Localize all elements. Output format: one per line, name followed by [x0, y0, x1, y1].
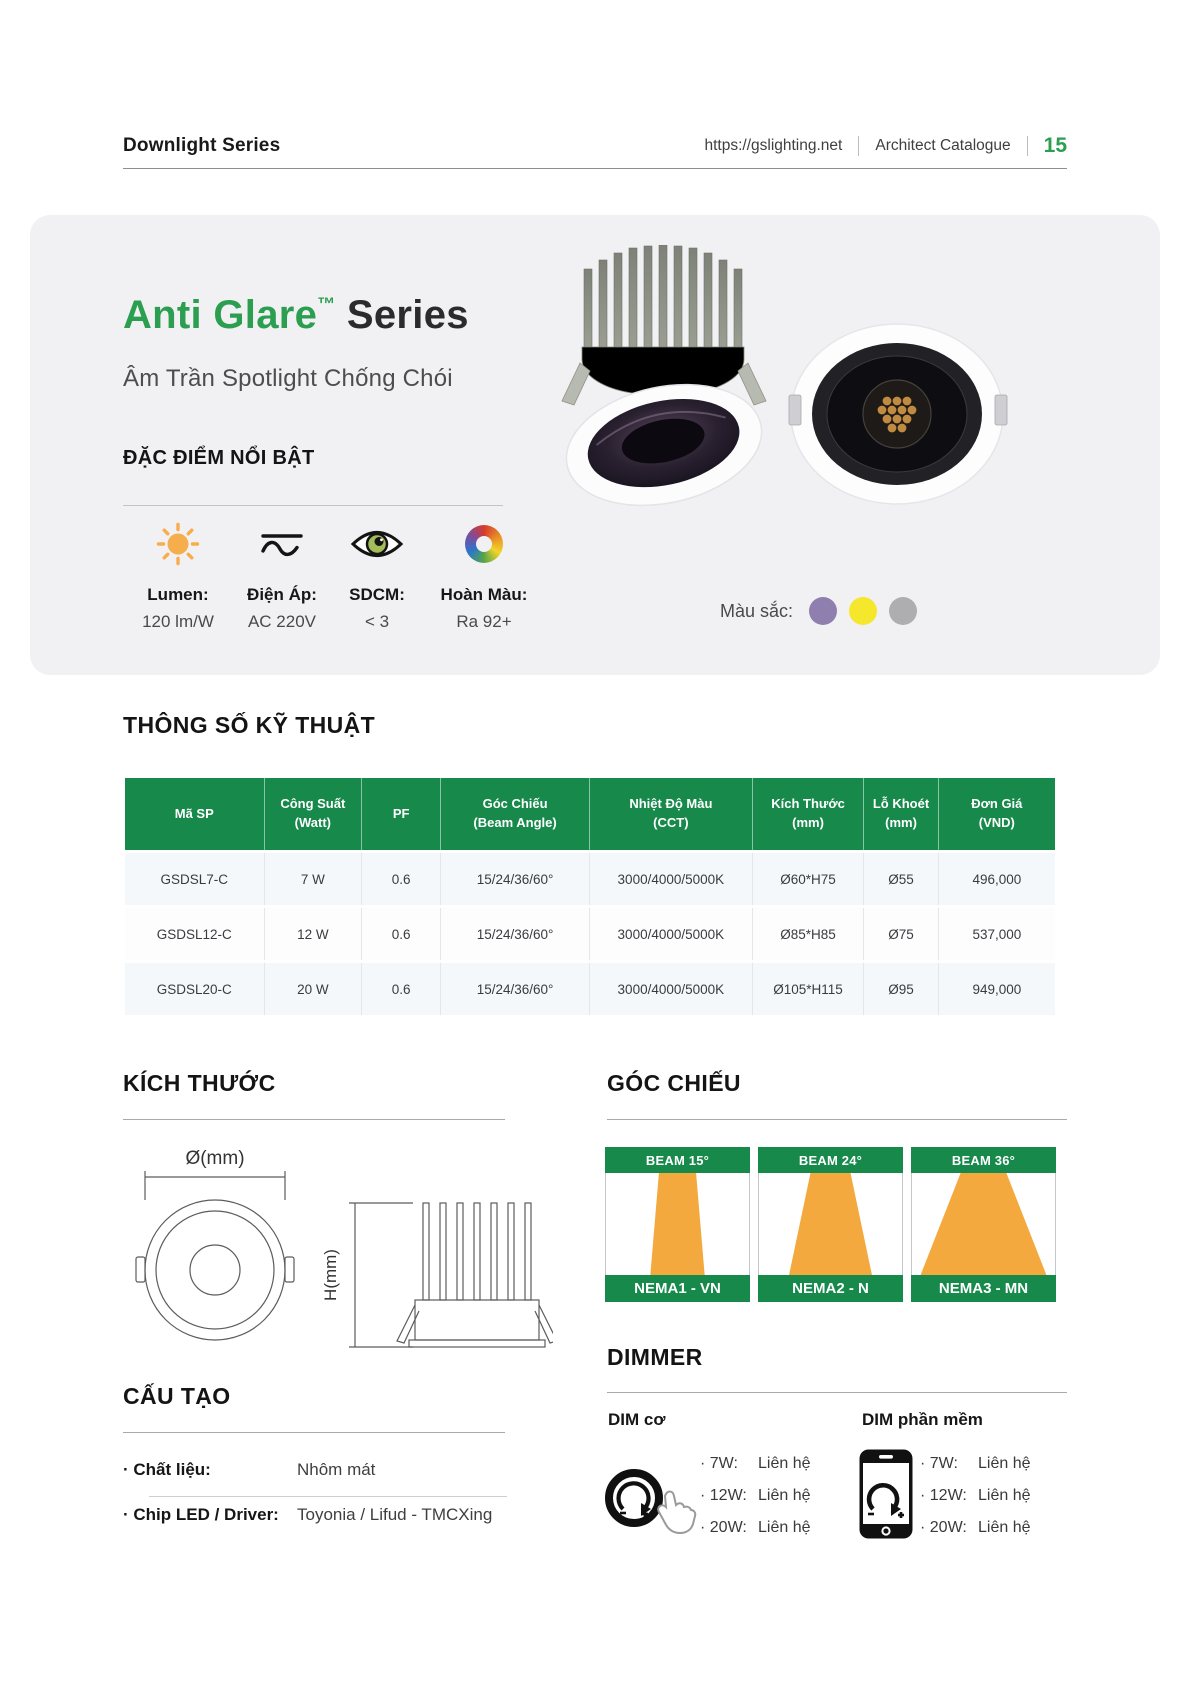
beam-divider	[607, 1119, 1067, 1120]
specs-cell: 3000/4000/5000K	[590, 908, 753, 960]
hero-subtitle: Âm Trần Spotlight Chống Chói	[123, 365, 453, 392]
specs-cell: GSDSL7-C	[125, 853, 265, 905]
feature-label: Điện Áp:	[247, 585, 317, 604]
structure-value: Toyonia / Lifud - TMCXing	[297, 1505, 493, 1524]
color-swatches-label: Màu sắc:	[720, 600, 794, 621]
specs-cell: Ø75	[864, 908, 938, 960]
dimensions-drawing	[123, 1150, 553, 1355]
hero-title-green: Anti Glare	[123, 293, 318, 337]
color-wheel-icon	[465, 525, 503, 563]
beam-card-header: BEAM 15°	[605, 1147, 750, 1173]
dim-item: · 7W: Liên hệ	[920, 1455, 1031, 1472]
specs-row	[125, 908, 1055, 960]
dim-item: · 12W: Liên hệ	[700, 1487, 811, 1504]
page-number: 15	[1043, 134, 1067, 157]
beam-card-footer: NEMA2 - N	[758, 1275, 903, 1302]
hand-pointer-icon	[658, 1492, 695, 1534]
header-divider	[858, 136, 859, 156]
beam-shape	[759, 1173, 902, 1275]
specs-cell: GSDSL20-C	[125, 963, 265, 1015]
header-divider	[1027, 136, 1028, 156]
beam-card-body	[758, 1173, 903, 1275]
product-photo-side	[550, 245, 778, 537]
sun-icon	[154, 520, 202, 568]
specs-cell: Ø85*H85	[753, 908, 865, 960]
dim-item: · 12W: Liên hệ	[920, 1487, 1031, 1504]
dim-item: · 7W: Liên hệ	[700, 1455, 811, 1472]
structure-label: · Chất liệu:	[123, 1460, 211, 1479]
beam-shape	[606, 1173, 749, 1275]
specs-cell: 7 W	[265, 853, 363, 905]
feature-sdcm	[332, 521, 422, 632]
dial-icon	[602, 1462, 702, 1536]
beam-card-body	[911, 1173, 1056, 1275]
structure-label: · Chip LED / Driver:	[123, 1505, 279, 1524]
specs-row	[125, 963, 1055, 1015]
hero-card	[30, 215, 1160, 675]
specs-cell: 15/24/36/60°	[441, 963, 590, 1015]
site-url[interactable]: https://gslighting.net	[704, 137, 843, 154]
height-label: H(mm)	[321, 1249, 340, 1301]
eye-icon	[349, 525, 405, 563]
specs-cell: 3000/4000/5000K	[590, 853, 753, 905]
color-swatch-yellow[interactable]	[849, 597, 877, 625]
specs-header-cell: Mã SP	[125, 778, 265, 850]
feature-voltage	[236, 521, 328, 632]
hero-title	[123, 293, 469, 338]
specs-header-cell: PF	[362, 778, 441, 850]
specs-header-cell: Lỗ Khoét (mm)	[864, 778, 938, 850]
feature-lumen	[123, 521, 233, 632]
dim-mechanical-items	[700, 1448, 811, 1544]
beam-card-header: BEAM 24°	[758, 1147, 903, 1173]
beam-card-header: BEAM 36°	[911, 1147, 1056, 1173]
hero-title-black: Series	[346, 293, 469, 337]
feature-value: Ra 92+	[456, 612, 512, 631]
features-heading: ĐẶC ĐIỂM NỔI BẬT	[123, 447, 315, 469]
specs-cell: 949,000	[972, 981, 1022, 997]
page-header	[123, 124, 1067, 169]
beam-card-footer: NEMA3 - MN	[911, 1275, 1056, 1302]
feature-value: AC 220V	[247, 612, 317, 631]
structure-row	[123, 1505, 507, 1535]
structure-value: Nhôm mát	[297, 1460, 376, 1479]
dimmer-heading: DIMMER	[607, 1344, 703, 1370]
dim-item: · 20W: Liên hệ	[920, 1519, 1031, 1536]
specs-cell: 12 W	[265, 908, 363, 960]
structure-divider	[123, 1432, 505, 1433]
specs-header-cell: Công Suất (Watt)	[265, 778, 363, 850]
specs-cell: Ø55	[864, 853, 938, 905]
specs-cell: Ø105*H115	[753, 963, 865, 1015]
beam-heading: GÓC CHIẾU	[607, 1070, 741, 1096]
dim-mechanical-title: DIM cơ	[608, 1410, 666, 1429]
specs-cell: GSDSL12-C	[125, 908, 265, 960]
specs-header-cell: Đơn Giá (VND)	[971, 796, 1023, 830]
color-swatch-purple[interactable]	[809, 597, 837, 625]
feature-cri	[428, 521, 540, 632]
specs-cell: Ø60*H75	[753, 853, 865, 905]
specs-cell: Ø95	[864, 963, 938, 1015]
specs-heading: THÔNG SỐ KỸ THUẬT	[123, 712, 376, 738]
structure-list	[123, 1460, 507, 1535]
specs-row	[125, 853, 1055, 905]
specs-cell: 0.6	[362, 853, 441, 905]
product-photo-front	[785, 315, 1011, 513]
color-options	[720, 597, 917, 625]
specs-cell: 537,000	[972, 926, 1022, 942]
dimmer-divider	[607, 1392, 1067, 1393]
specs-header-cell: Kích Thước (mm)	[753, 778, 865, 850]
beam-card-body	[605, 1173, 750, 1275]
beam-card	[758, 1147, 903, 1302]
specs-cell: 3000/4000/5000K	[590, 963, 753, 1015]
specs-table	[125, 778, 1055, 1015]
dim-software-items	[920, 1448, 1031, 1544]
header-meta	[704, 134, 1067, 158]
specs-cell: 15/24/36/60°	[441, 908, 590, 960]
feature-value: 120 lm/W	[142, 612, 214, 631]
trademark-symbol: ™	[317, 294, 336, 314]
structure-separator	[149, 1496, 507, 1497]
features-divider	[123, 505, 503, 506]
specs-cell: 20 W	[265, 963, 363, 1015]
dim-software-title: DIM phần mềm	[862, 1410, 983, 1429]
smartphone-icon	[858, 1448, 914, 1540]
structure-heading: CẤU TẠO	[123, 1383, 231, 1409]
feature-label: Lumen:	[147, 585, 209, 604]
specs-header-row	[125, 778, 1055, 850]
feature-label: SDCM:	[349, 585, 405, 604]
catalogue-label: Architect Catalogue	[875, 137, 1011, 154]
specs-cell: 0.6	[362, 963, 441, 1015]
beam-cards	[605, 1147, 1056, 1302]
diameter-label: Ø(mm)	[185, 1150, 245, 1169]
series-title: Downlight Series	[123, 135, 281, 156]
dimensions-divider	[123, 1119, 505, 1120]
beam-shape	[912, 1173, 1055, 1275]
ac-voltage-icon	[256, 525, 308, 563]
structure-row	[123, 1460, 507, 1490]
beam-card	[911, 1147, 1056, 1302]
beam-card-footer: NEMA1 - VN	[605, 1275, 750, 1302]
specs-header-cell: Góc Chiếu (Beam Angle)	[441, 778, 590, 850]
dim-item: · 20W: Liên hệ	[700, 1519, 811, 1536]
specs-header-cell: Nhiệt Độ Màu (CCT)	[590, 778, 753, 850]
beam-card	[605, 1147, 750, 1302]
specs-cell: 15/24/36/60°	[441, 853, 590, 905]
feature-value: < 3	[364, 612, 390, 631]
dimensions-heading: KÍCH THƯỚC	[123, 1070, 276, 1096]
specs-cell: 0.6	[362, 908, 441, 960]
specs-cell: 496,000	[972, 871, 1022, 887]
color-swatch-gray[interactable]	[889, 597, 917, 625]
feature-label: Hoàn Màu:	[440, 585, 528, 604]
